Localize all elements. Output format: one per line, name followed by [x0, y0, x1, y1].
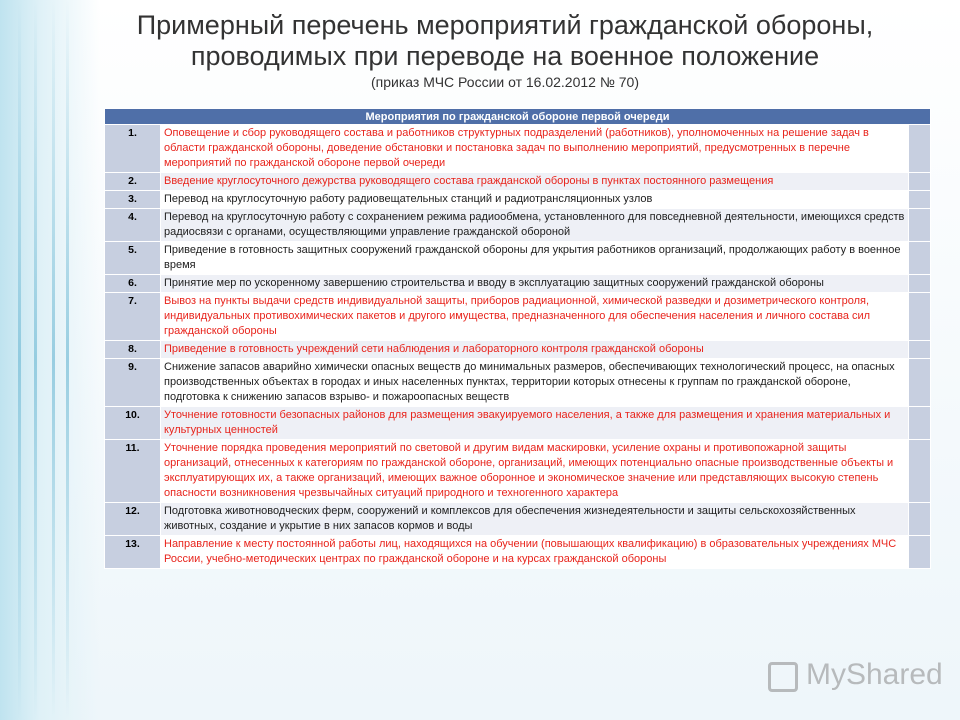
- row-text: Уточнение готовности безопасных районов для размещения эвакуируемого населения, а также для размещения и хранения материальных и культурных ценностей: [161, 407, 909, 440]
- row-extra-cell: [908, 293, 930, 341]
- title-line-2: проводимых при переводе на военное положение: [190, 41, 820, 71]
- row-extra-cell: [908, 173, 930, 191]
- row-extra-cell: [908, 209, 930, 242]
- slide-title: [60, 10, 950, 90]
- row-extra-cell: [908, 125, 930, 173]
- row-text: Принятие мер по ускоренному завершению строительства и вводу в эксплуатацию защитных сооружений гражданской обороны: [161, 275, 909, 293]
- row-number: 8.: [105, 341, 161, 359]
- row-number: 10.: [105, 407, 161, 440]
- table-row: [105, 536, 931, 569]
- subtitle: (приказ МЧС России от 16.02.2012 № 70): [371, 74, 639, 90]
- watermark-text: MyShared: [806, 658, 943, 691]
- measures-table: [104, 108, 931, 569]
- row-text: Перевод на круглосуточную работу с сохранением режима радиообмена, установленного для повседневной деятельности, имеющихся средств радиосвязи с органами, осуществляющими управление гражданской обороной: [161, 209, 909, 242]
- row-text: Направление к месту постоянной работы лиц, находящихся на обучении (повышающих квалификацию) в образовательных учреждениях МЧС России, учебно-методических центрах по гражданской обороне и на курсах гражданской обороны: [161, 536, 909, 569]
- table-row: [105, 293, 931, 341]
- row-number: 3.: [105, 191, 161, 209]
- row-text: Оповещение и сбор руководящего состава и работников структурных подразделений (работников), уполномоченных на решение задач в области гражданской обороны, доведение обстановки и постановка задач по выполнению мероприятий, предусмотренных в перечне мероприятий по гражданской обороне первой очереди: [161, 125, 909, 173]
- row-extra-cell: [908, 503, 930, 536]
- row-extra-cell: [908, 440, 930, 503]
- row-extra-cell: [908, 341, 930, 359]
- row-text: Снижение запасов аварийно химически опасных веществ до минимальных размеров, обеспечивающих технологический процесс, на опасных производственных объектах в городах и иных населенных пунктах, территории которых отнесены к группам по гражданской обороне, подготовка к снижению запасов взрыво- и пожароопасных веществ: [161, 359, 909, 407]
- row-extra-cell: [908, 191, 930, 209]
- row-text: Приведение в готовность защитных сооружений гражданской обороны для укрытия работников организаций, продолжающих работу в военное время: [161, 242, 909, 275]
- table-row: [105, 341, 931, 359]
- row-text: Вывоз на пункты выдачи средств индивидуальной защиты, приборов радиационной, химической разведки и дозиметрического контроля, индивидуальных противохимических пакетов и другого имущества, предназначенного для обеспечения населения и личного состава сил гражданской обороны: [161, 293, 909, 341]
- row-number: 1.: [105, 125, 161, 173]
- row-text: Введение круглосуточного дежурства руководящего состава гражданской обороны в пунктах постоянного размещения: [161, 173, 909, 191]
- row-extra-cell: [908, 242, 930, 275]
- row-number: 2.: [105, 173, 161, 191]
- table-row: [105, 503, 931, 536]
- table-row: [105, 125, 931, 173]
- row-extra-cell: [908, 359, 930, 407]
- row-text: Перевод на круглосуточную работу радиовещательных станций и радиотрансляционных узлов: [161, 191, 909, 209]
- row-number: 9.: [105, 359, 161, 407]
- row-number: 13.: [105, 536, 161, 569]
- row-number: 11.: [105, 440, 161, 503]
- left-decoration: [0, 0, 100, 720]
- table-row: [105, 407, 931, 440]
- table-row: [105, 440, 931, 503]
- row-number: 7.: [105, 293, 161, 341]
- table-row: [105, 242, 931, 275]
- table-header: Мероприятия по гражданской обороне первой очереди: [105, 109, 931, 125]
- table-row: [105, 359, 931, 407]
- table-row: [105, 209, 931, 242]
- row-extra-cell: [908, 536, 930, 569]
- row-text: Приведение в готовность учреждений сети наблюдения и лабораторного контроля гражданской обороны: [161, 341, 909, 359]
- table-row: [105, 275, 931, 293]
- row-number: 4.: [105, 209, 161, 242]
- table-row: [105, 191, 931, 209]
- row-extra-cell: [908, 275, 930, 293]
- title-line-1: Примерный перечень мероприятий гражданской обороны,: [136, 10, 874, 40]
- row-number: 12.: [105, 503, 161, 536]
- row-extra-cell: [908, 407, 930, 440]
- row-text: Подготовка животноводческих ферм, сооружений и комплексов для обеспечения жизнедеятельности и защиты сельскохозяйственных животных, создание и укрытие в них запасов кормов и воды: [161, 503, 909, 536]
- row-number: 6.: [105, 275, 161, 293]
- table-header-row: [105, 109, 931, 125]
- table-row: [105, 173, 931, 191]
- row-number: 5.: [105, 242, 161, 275]
- row-text: Уточнение порядка проведения мероприятий по световой и другим видам маскировки, усиление охраны и противопожарной защиты организаций, отнесенных к категориям по гражданской обороне, организаций, имеющих потенциально опасные производственные объекты и эксплуатирующих их, а также организаций, имеющих важное оборонное и экономическое значение или представляющих высокую степень опасности возникновения чрезвычайных ситуаций природного и техногенного характера: [161, 440, 909, 503]
